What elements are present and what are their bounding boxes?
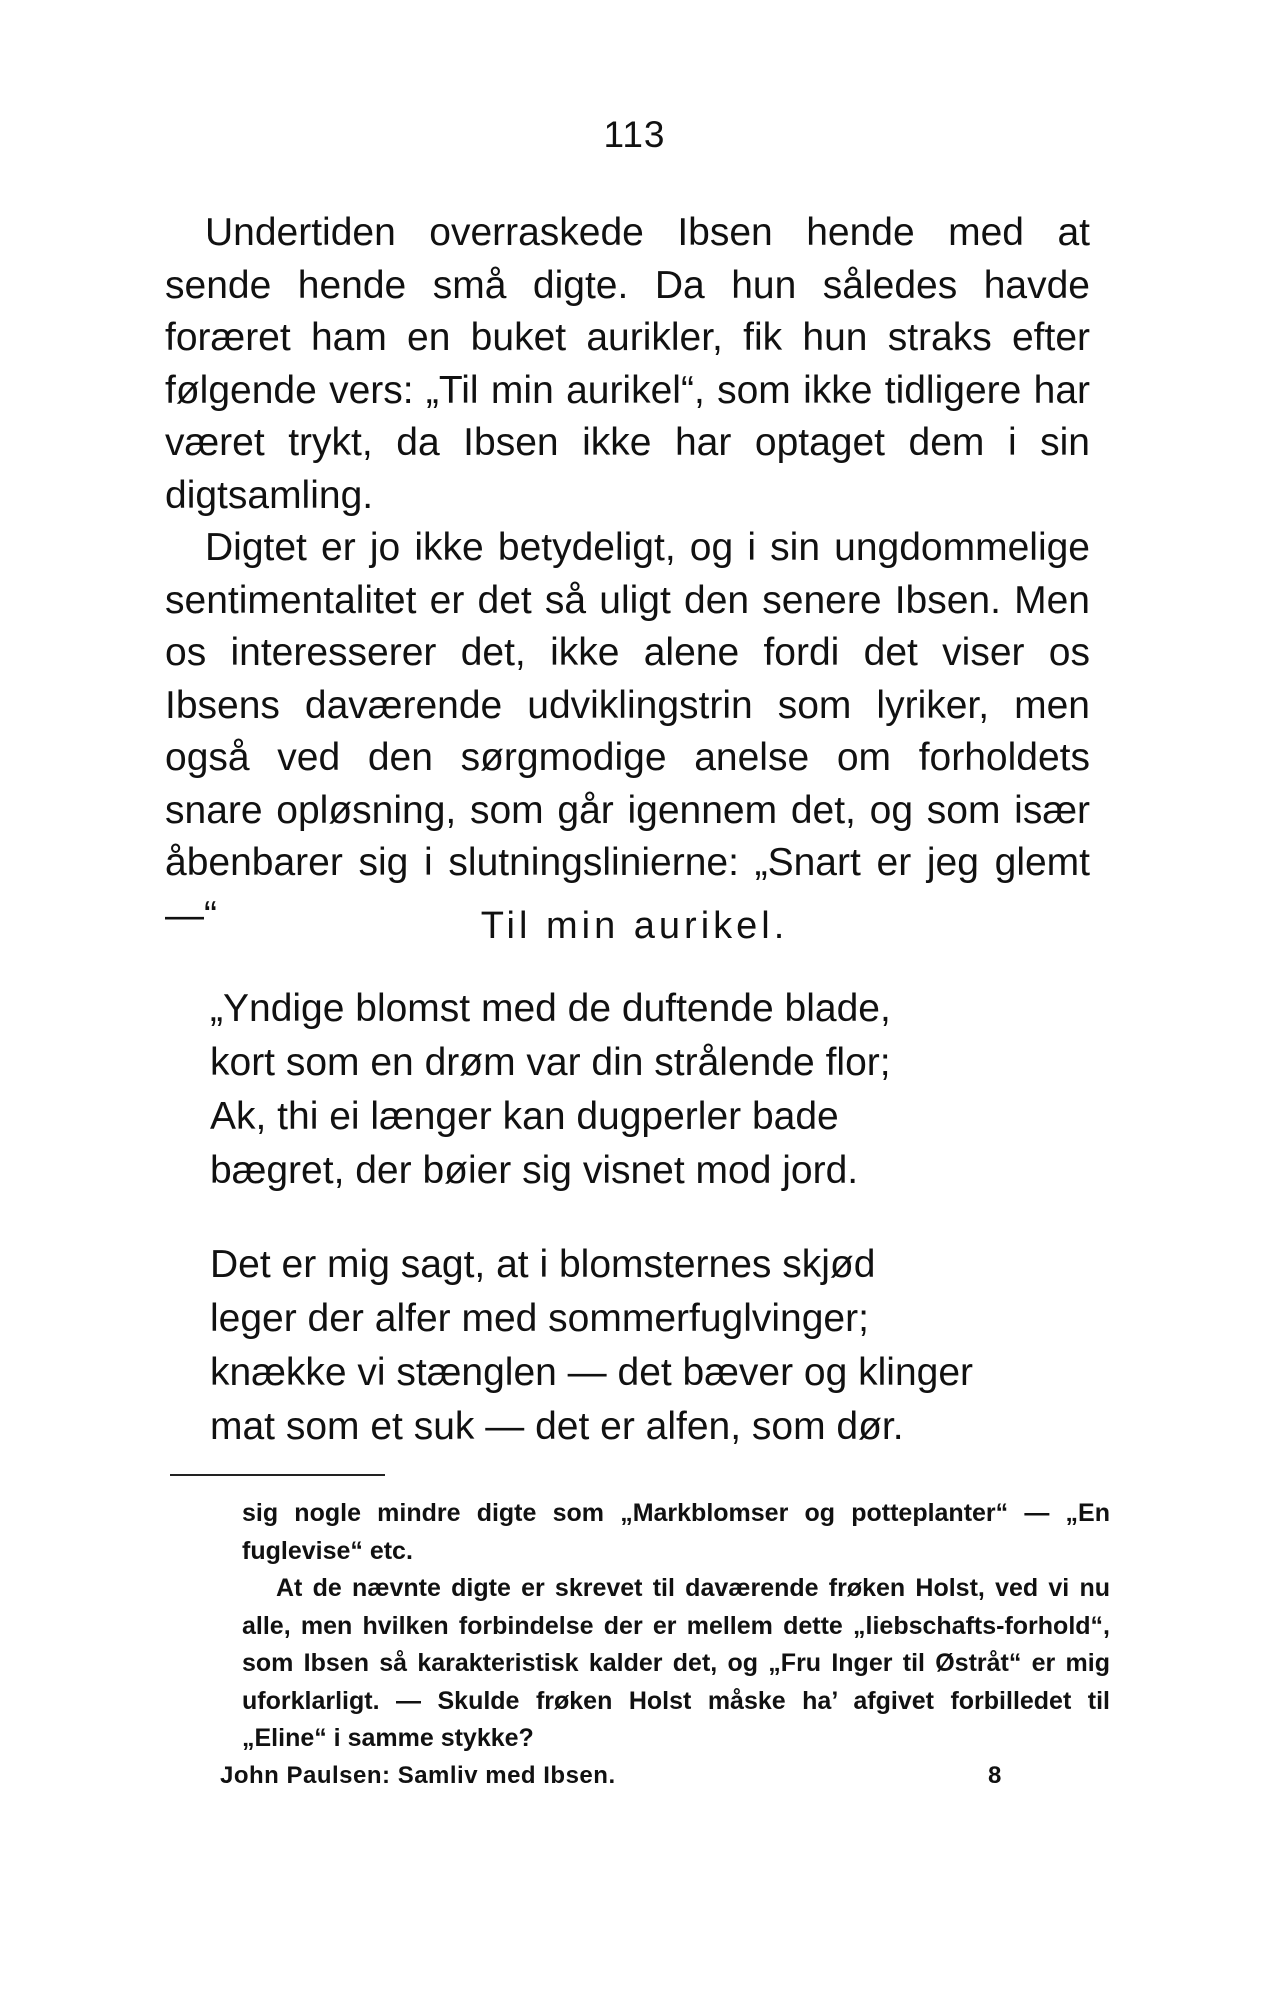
poem-line: knække vi stænglen — det bæver og klinger	[210, 1351, 974, 1394]
body-text	[165, 207, 1090, 942]
poem-line: Det er mig sagt, at i blomsternes skjød	[210, 1243, 876, 1286]
poem-line: kort som en drøm var din strålende flor;	[210, 1041, 891, 1084]
poem-line: bægret, der bøier sig visnet mod jord.	[210, 1149, 859, 1192]
poem-line: mat som et suk — det er alfen, som dør.	[210, 1405, 904, 1448]
poem-title: Til min aurikel.	[480, 905, 789, 947]
footnote-divider	[170, 1474, 385, 1476]
footnote-continuation: sig nogle mindre digte som „Markblomser og potteplanter“ — „En fuglevise“ etc.	[242, 1499, 1110, 1565]
poem-line: „Yndige blomst med de duftende blade,	[210, 987, 891, 1030]
footnotes	[242, 1495, 1110, 1758]
sheet-number: 8	[988, 1762, 1002, 1789]
paragraph-1: Undertiden overraskede Ibsen hende med at sende hende små digte. Da hun således havde foræret ham en buket aurikler, fik hun straks efter følgende vers: „Til min aurikel“, som ikke tidligere har været trykt, da Ibsen ikke har optaget dem i sin digtsamling.	[165, 211, 1090, 517]
footnote-paragraph: At de nævnte digte er skrevet til daværende frøken Holst, ved vi nu alle, men hvilken forbindelse der er mellem dette „liebschafts-forhold“, som Ibsen så karakteristisk kalder det, og „Fru Inger til Østråt“ er mig uforklarligt. — Skulde frøken Holst måske ha’ afgivet forbilledet til „Eline“ i samme stykke?	[242, 1574, 1110, 1752]
page-number: 113	[603, 114, 666, 155]
signature-text: John Paulsen: Samliv med Ibsen.	[220, 1762, 616, 1789]
paragraph-2: Digtet er jo ikke betydeligt, og i sin ungdommelige sentimentalitet er det så uligt den senere Ibsen. Men os interesserer det, ikke alene fordi det viser os Ibsens daværende udviklingstrin som lyriker, men også ved den sørgmodige anelse om forholdets snare opløsning, som går igennem det, og som især åbenbarer sig i slutningslinierne: „Snart er jeg glemt —“	[165, 526, 1090, 937]
poem-stanza-1	[210, 982, 1110, 1198]
poem-line: leger der alfer med sommerfuglvinger;	[210, 1297, 869, 1340]
poem-stanza-2	[210, 1238, 1110, 1454]
poem-line: Ak, thi ei længer kan dugperler bade	[210, 1095, 839, 1138]
